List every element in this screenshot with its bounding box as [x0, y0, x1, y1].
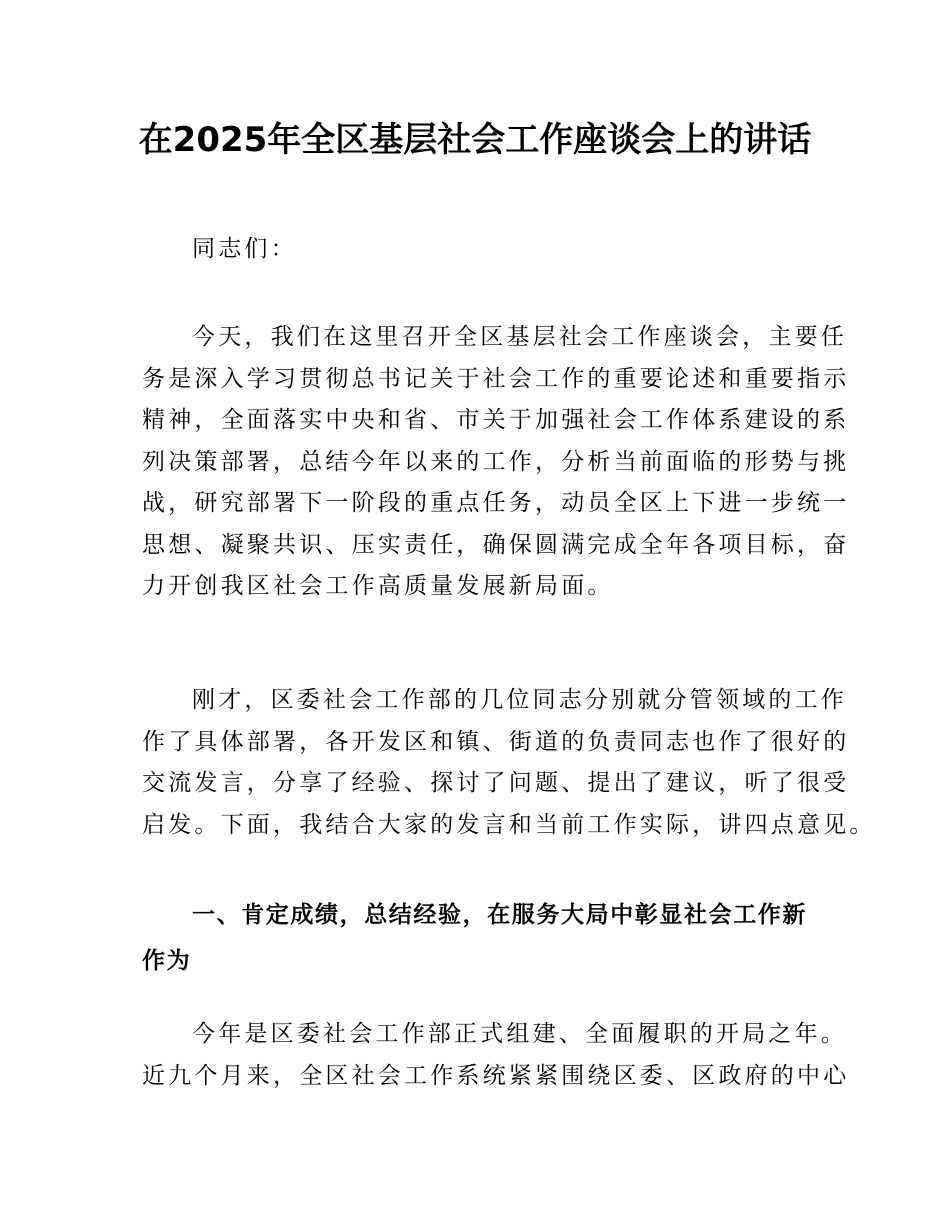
paragraph-line: 力开创我区社会工作高质量发展新局面。	[142, 573, 614, 599]
document-title: 在2025年全区基层社会工作座谈会上的讲话	[138, 120, 812, 160]
paragraph-line: 交流发言，分享了经验、探讨了问题、提出了建议，听了很受	[142, 770, 850, 796]
section-heading	[142, 895, 812, 982]
paragraph-line: 思想、凝聚共识、压实责任，确保圆满完成全年各项目标，奋	[142, 531, 850, 558]
heading-line: 一、肯定成绩，总结经验，在服务大局中彰显社会工作新	[192, 902, 807, 928]
paragraph-line: 今年是区委社会工作部正式组建、全面履职的开局之年。	[192, 1021, 847, 1047]
paragraph-remarks	[142, 680, 876, 846]
paragraph-line: 启发。下面，我结合大家的发言和当前工作实际，讲四点意见。	[142, 811, 876, 838]
paragraph-line: 战，研究部署下一阶段的重点任务，动员全区上下进一步统一	[142, 490, 850, 516]
paragraph-opening	[142, 317, 850, 608]
paragraph-line: 今天，我们在这里召开全区基层社会工作座谈会，主要任	[192, 324, 847, 350]
salutation-text: 同志们：	[192, 236, 297, 262]
salutation	[142, 229, 812, 271]
paragraph-line: 列决策部署，总结今年以来的工作，分析当前面临的形势与挑	[142, 448, 850, 475]
paragraph-line: 近九个月来，全区社会工作系统紧紧围绕区委、区政府的中心	[142, 1062, 850, 1089]
paragraph-line: 作了具体部署，各开发区和镇、街道的负责同志也作了很好的	[142, 728, 850, 755]
paragraph-line: 刚才，区委社会工作部的几位同志分别就分管领域的工作	[192, 687, 847, 713]
paragraph-line: 务是深入学习贯彻总书记关于社会工作的重要论述和重要指示	[142, 365, 850, 392]
heading-line: 作为	[142, 947, 192, 974]
paragraph-line: 精神，全面落实中央和省、市关于加强社会工作体系建设的系	[142, 407, 850, 433]
section-paragraph	[142, 1014, 850, 1097]
